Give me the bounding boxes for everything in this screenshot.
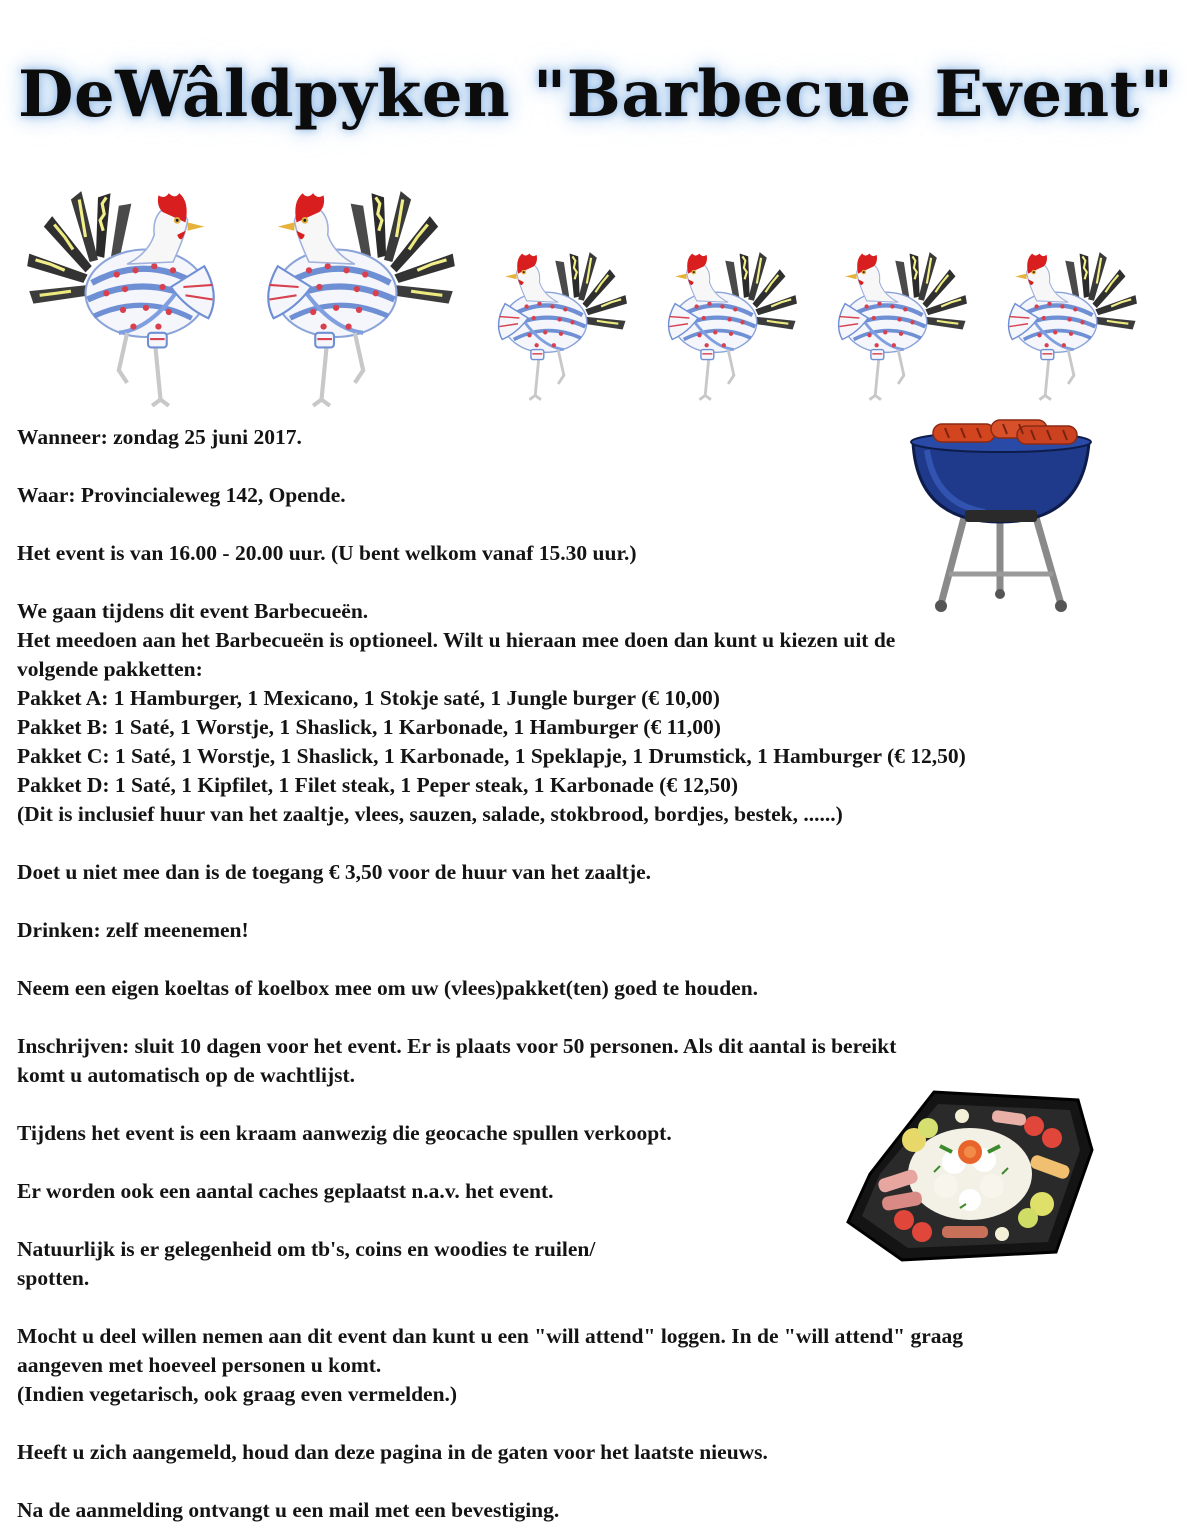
page-title: DeWâldpyken "Barbecue Event" [18, 57, 1174, 132]
decorated-chicken-icon [996, 232, 1146, 404]
decorated-chicken-icon [250, 162, 468, 412]
event-details [17, 423, 1182, 1525]
attend-instructions: aangeven met hoeveel personen u komt. [17, 1353, 382, 1377]
chicken-row [0, 160, 1188, 415]
cooler-note: Neem een eigen koeltas of koelbox mee om uw (vlees)pakket(ten) goed te houden. [17, 976, 759, 1000]
event-time: Het event is van 16.00 - 20.00 uur. (U bent welkom vanaf 15.30 uur.) [17, 541, 637, 565]
caches-note: Er worden ook een aantal caches geplaatst n.a.v. het event. [17, 1179, 554, 1203]
package-inclusive-note: (Dit is inclusief huur van het zaaltje, vlees, sauzen, salade, stokbrood, bordjes, bestek, ......) [17, 802, 843, 826]
package-c: Pakket C: 1 Saté, 1 Worstje, 1 Shaslick, 1 Karbonade, 1 Speklapje, 1 Drumstick, 1 Hamburger (€ 12,50) [17, 744, 966, 768]
package-a: Pakket A: 1 Hamburger, 1 Mexicano, 1 Stokje saté, 1 Jungle burger (€ 10,00) [17, 686, 720, 710]
decorated-chicken-icon [486, 232, 636, 404]
optional-text: volgende pakketten: [17, 657, 203, 681]
decorated-chicken-icon [656, 232, 806, 404]
follow-page-note: Heeft u zich aangemeld, houd dan deze pagina in de gaten voor het laatste nieuws. [17, 1440, 768, 1464]
decorated-chicken-icon [826, 232, 976, 404]
stall-note: Tijdens het event is een kraam aanwezig die geocache spullen verkoopt. [17, 1121, 672, 1145]
decorated-chicken-icon [14, 162, 232, 412]
registration-text: Inschrijven: sluit 10 dagen voor het event. Er is plaats voor 50 personen. Als dit aantal is bereikt [17, 1034, 897, 1058]
trade-note: Natuurlijk is er gelegenheid om tb's, coins en woodies te ruilen/ [17, 1237, 596, 1261]
registration-text: komt u automatisch op de wachtlijst. [17, 1063, 356, 1087]
optional-text: Het meedoen aan het Barbecueën is optioneel. Wilt u hieraan mee doen dan kunt u kiezen uit de [17, 628, 896, 652]
confirmation-note: Na de aanmelding ontvangt u een mail met een bevestiging. [17, 1498, 560, 1522]
attend-instructions: Mocht u deel willen nemen aan dit event dan kunt u een "will attend" loggen. In de "will attend" graag [17, 1324, 964, 1348]
package-b: Pakket B: 1 Saté, 1 Worstje, 1 Shaslick, 1 Karbonade, 1 Hamburger (€ 11,00) [17, 715, 721, 739]
trade-note: spotten. [17, 1266, 90, 1290]
bbq-intro: We gaan tijdens dit event Barbecueën. [17, 599, 369, 623]
event-location: Waar: Provincialeweg 142, Opende. [17, 483, 346, 507]
event-date: Wanneer: zondag 25 juni 2017. [17, 425, 302, 449]
package-d: Pakket D: 1 Saté, 1 Kipfilet, 1 Filet steak, 1 Peper steak, 1 Karbonade (€ 12,50) [17, 773, 738, 797]
drinks-note: Drinken: zelf meenemen! [17, 918, 249, 942]
entrance-fee: Doet u niet mee dan is de toegang € 3,50 voor de huur van het zaaltje. [17, 860, 652, 884]
vegetarian-note: (Indien vegetarisch, ook graag even vermelden.) [17, 1382, 458, 1406]
